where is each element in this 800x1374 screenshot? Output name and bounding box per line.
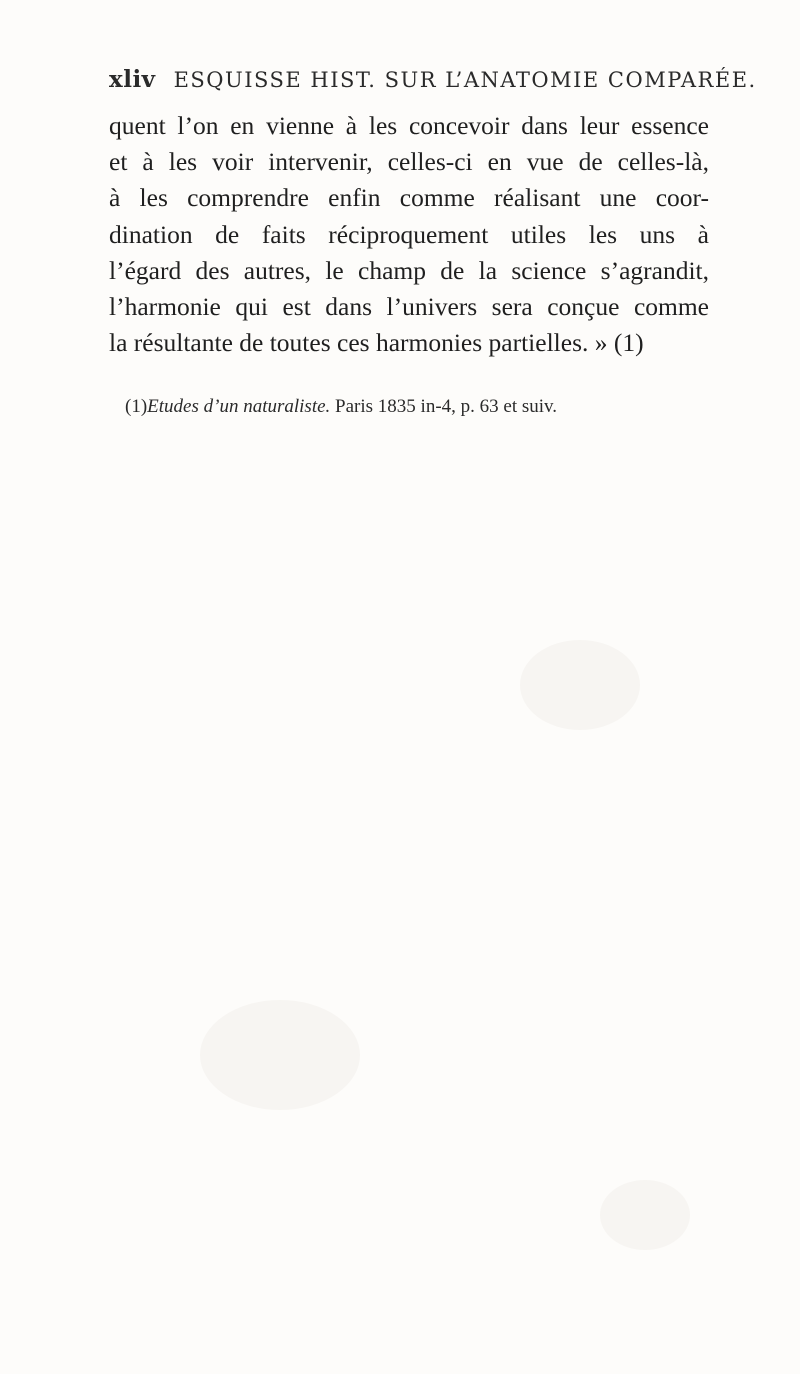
text-line: l’harmonie qui est dans l’univers sera conçue comme [109, 292, 709, 322]
text-line: la résultante de toutes ces harmonies partielles. » (1) [109, 328, 644, 358]
footnote-work-title: Etudes d’un naturaliste. [147, 396, 331, 417]
text-line: et à les voir intervenir, celles-ci en vue de celles-là, [109, 147, 709, 177]
page-number: xliv [109, 66, 156, 93]
text-line: à les comprendre enfin comme réalisant une coor- [109, 183, 709, 213]
running-head-title: ESQUISSE HIST. SUR L’ANATOMIE COMPARÉE. [173, 68, 757, 92]
footnote-details: Paris 1835 in-4, p. 63 et suiv. [330, 396, 558, 417]
text-line: l’égard des autres, le champ de la science s’agrandit, [109, 255, 709, 285]
paper-stain [600, 1180, 690, 1250]
paper-stain [520, 640, 640, 730]
footnote [125, 396, 725, 418]
footnote-marker: (1) [125, 396, 148, 417]
running-head [109, 66, 757, 102]
text-line: quent l’on en vienne à les concevoir dans leur essence [109, 111, 709, 140]
body-paragraph [109, 108, 709, 361]
paper-stain [200, 1000, 360, 1110]
text-line: dination de faits réciproquement utiles les uns à [109, 219, 709, 249]
